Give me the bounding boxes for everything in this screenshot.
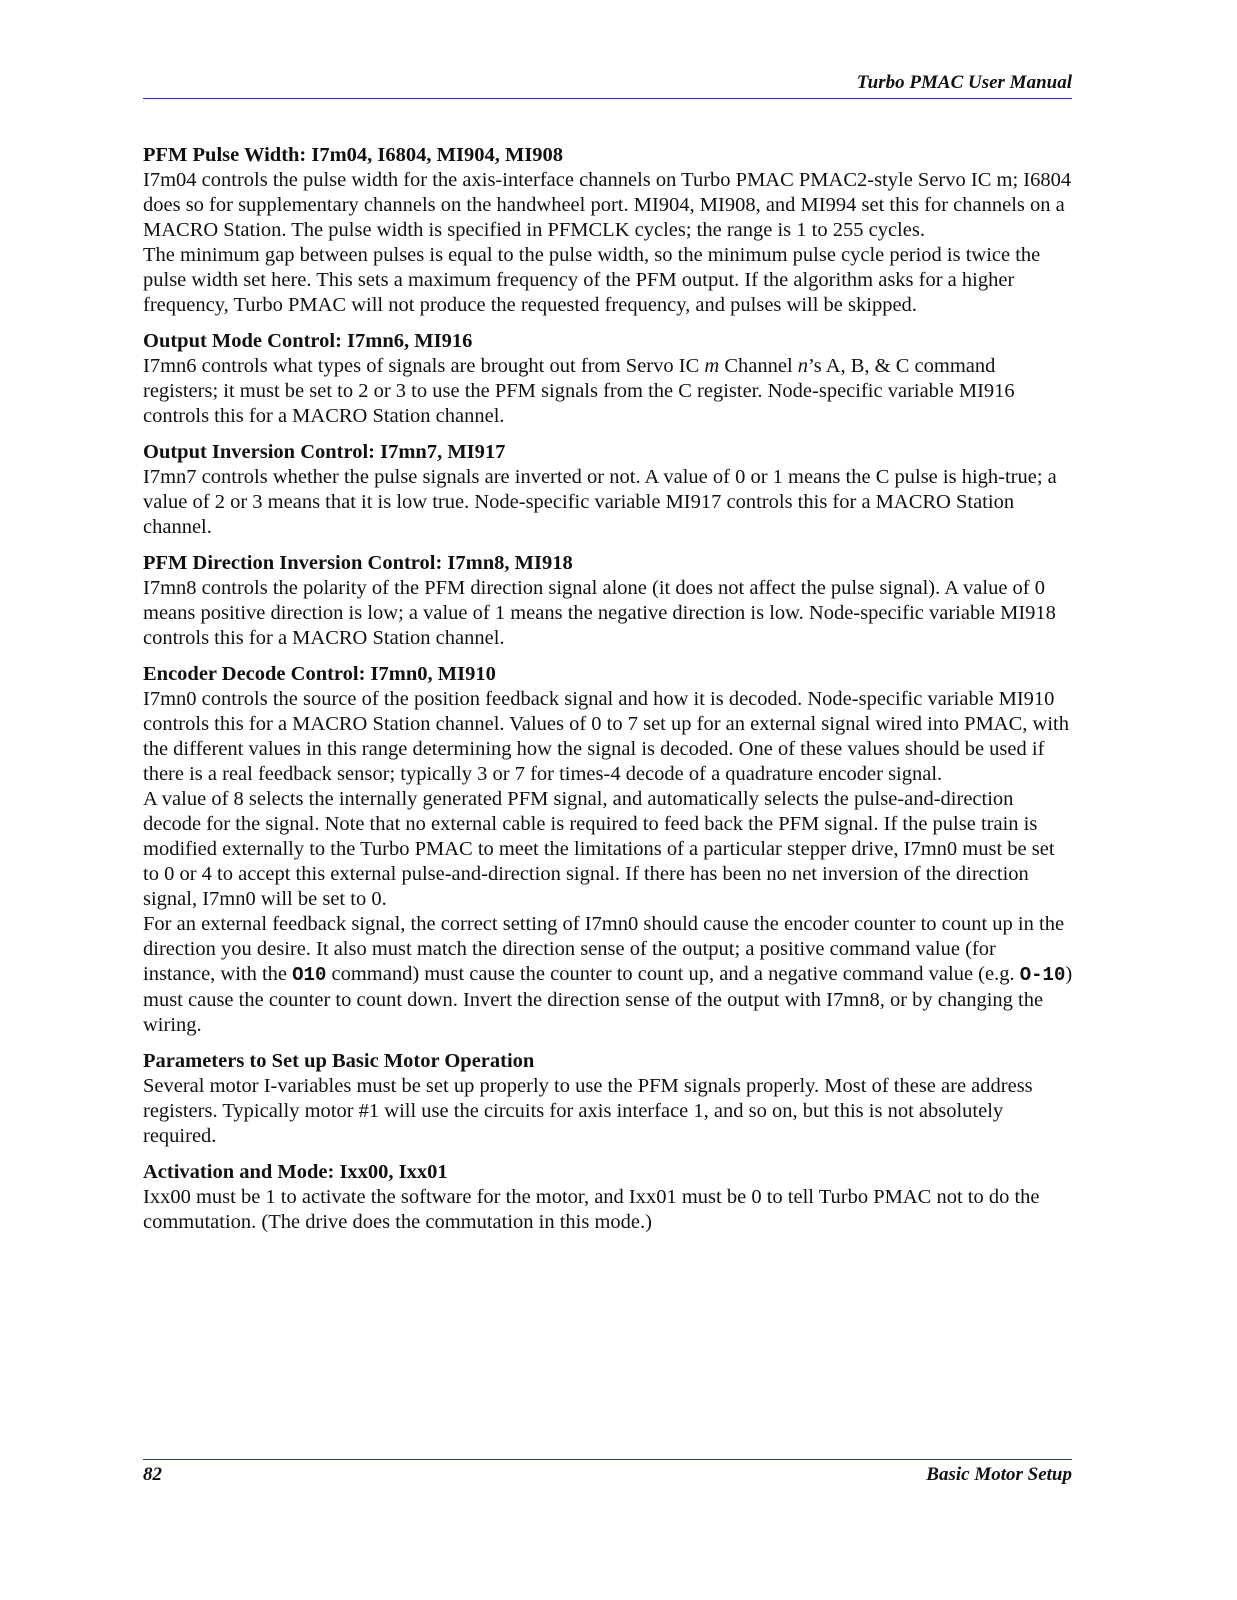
variable-n: n	[797, 355, 809, 377]
text-run: ) must cause the counter to count down. Invert the direction sense of the output with I7mn8, or by changing the wiring.	[143, 963, 1073, 1036]
text-run: Channel	[719, 355, 798, 377]
text-run: For an external feedback signal, the correct setting of I7mn0 should cause the encoder counter to count up in the direction you desire. It also must match the direction sense of the output; a positive command value (for instance, with the	[143, 913, 1065, 985]
variable-m: m	[704, 355, 720, 377]
section-activation-and-mode	[143, 1160, 1073, 1235]
page-number: 82	[143, 1464, 162, 1485]
section-heading: Activation and Mode: Ixx00, Ixx01	[143, 1161, 448, 1183]
section-heading: Output Mode Control: I7mn6, MI916	[143, 330, 473, 352]
text-run: command) must cause the counter to count up, and a negative command value (e.g.	[326, 963, 1020, 985]
paragraph: I7mn7 controls whether the pulse signals are inverted or not. A value of 0 or 1 means the C pulse is high-true; a value of 2 or 3 means that it is low true. Node-specific variable MI917 controls this for a MACRO Station channel.	[143, 466, 1057, 538]
section-basic-motor-parameters	[143, 1049, 1073, 1149]
paragraph	[143, 354, 1073, 429]
command-code: O-10	[1019, 964, 1066, 986]
section-output-inversion-control	[143, 440, 1073, 540]
paragraph: The minimum gap between pulses is equal to the pulse width, so the minimum pulse cycle period is twice the pulse width set here. This sets a maximum frequency of the PFM output. If the algorithm asks for a higher frequency, Turbo PMAC will not produce the requested frequency, and pulses will be skipped.	[143, 244, 1041, 316]
text-run: ’s A, B, & C command registers; it must be set to 2 or 3 to use the PFM signals from the C register. Node-specific variable MI916 controls this for a MACRO Station channel.	[143, 355, 1015, 427]
page-header	[143, 72, 1072, 99]
paragraph: Ixx00 must be 1 to activate the software for the motor, and Ixx01 must be 0 to tell Turbo PMAC not to do the commutation. (The drive does the commutation in this mode.)	[143, 1186, 1040, 1233]
section-heading: PFM Direction Inversion Control: I7mn8, MI918	[143, 552, 573, 574]
section-encoder-decode-control	[143, 662, 1073, 1038]
text-run: I7mn6 controls what types of signals are brought out from Servo IC	[143, 355, 705, 377]
page-content	[143, 143, 1073, 1246]
section-heading: Encoder Decode Control: I7mn0, MI910	[143, 663, 496, 685]
command-code: O10	[292, 964, 327, 986]
paragraph: A value of 8 selects the internally generated PFM signal, and automatically selects the pulse-and-direction decode for the signal. Note that no external cable is required to feed back the PFM signal. If the pulse train is modified externally to the Turbo PMAC to meet the limitations of a particular stepper drive, I7mn0 must be set to 0 or 4 to accept this external pulse-and-direction signal. If there has been no net inversion of the direction signal, I7mn0 will be set to 0.	[143, 788, 1055, 910]
manual-title: Turbo PMAC User Manual	[856, 72, 1072, 93]
section-heading: Parameters to Set up Basic Motor Operation	[143, 1050, 535, 1072]
page-footer	[143, 1459, 1072, 1486]
section-pfm-direction-inversion	[143, 551, 1073, 651]
paragraph: I7mn8 controls the polarity of the PFM direction signal alone (it does not affect the pulse signal). A value of 0 means positive direction is low; a value of 1 means the negative direction is low. Node-specific variable MI918 controls this for a MACRO Station channel.	[143, 577, 1056, 649]
section-heading: Output Inversion Control: I7mn7, MI917	[143, 441, 506, 463]
paragraph: I7mn0 controls the source of the position feedback signal and how it is decoded. Node-specific variable MI910 controls this for a MACRO Station channel. Values of 0 to 7 set up for an external signal wired into PMAC, with the different values in this range determining how the signal is decoded. One of these values should be used if there is a real feedback sensor; typically 3 or 7 for times-4 decode of a quadrature encoder signal.	[143, 688, 1069, 785]
paragraph: I7m04 controls the pulse width for the axis-interface channels on Turbo PMAC PMAC2-style Servo IC m; I6804 does so for supplementary channels on the handwheel port. MI904, MI908, and MI994 set this for channels on a MACRO Station. The pulse width is specified in PFMCLK cycles; the range is 1 to 255 cycles.	[143, 169, 1072, 241]
paragraph	[143, 912, 1073, 1038]
chapter-title: Basic Motor Setup	[926, 1464, 1072, 1485]
section-heading: PFM Pulse Width: I7m04, I6804, MI904, MI908	[143, 144, 564, 166]
section-pfm-pulse-width	[143, 143, 1073, 318]
paragraph: Several motor I-variables must be set up properly to use the PFM signals properly. Most of these are address registers. Typically motor #1 will use the circuits for axis interface 1, and so on, but this is not absolutely required.	[143, 1075, 1033, 1147]
section-output-mode-control	[143, 329, 1073, 429]
